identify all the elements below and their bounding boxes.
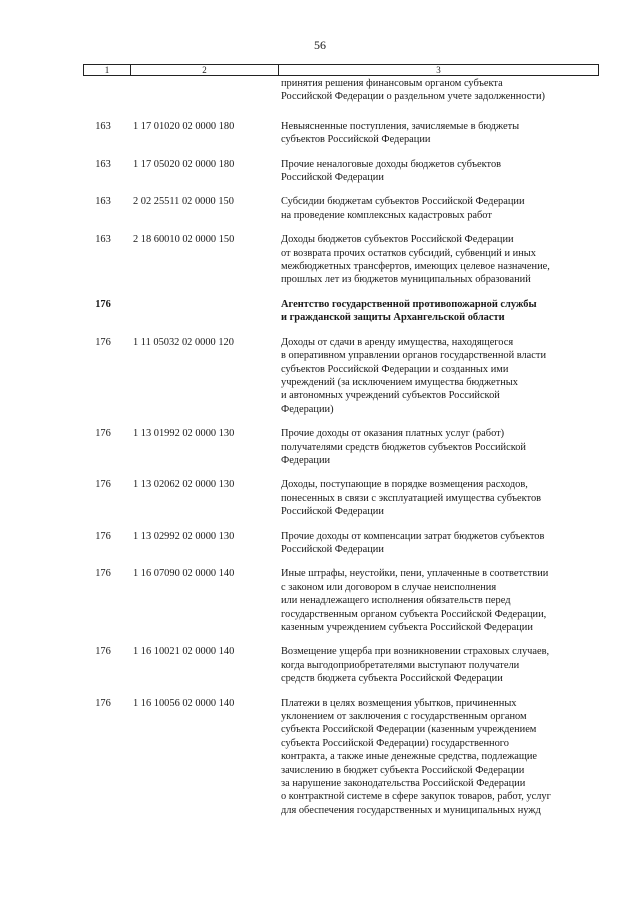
header-col-2: 2	[131, 65, 279, 75]
budget-classification-code: 1 13 01992 02 0000 130	[133, 428, 235, 440]
description-line: уклонением от заключения с государственным органом	[281, 711, 527, 723]
table-row	[0, 478, 640, 518]
admin-code: 176	[95, 646, 111, 658]
admin-code: 163	[95, 120, 111, 132]
description-line: средств бюджета субъекта Российской Федерации	[281, 673, 503, 685]
admin-code: 176	[95, 298, 111, 310]
description-line: учреждений (за исключением имущества бюджетных	[281, 376, 518, 388]
admin-code: 176	[95, 568, 111, 580]
admin-code: 176	[95, 530, 111, 542]
description-line: Доходы бюджетов субъектов Российской Федерации	[281, 234, 514, 246]
table-row	[0, 336, 640, 416]
admin-code: 176	[95, 336, 111, 348]
header-col-1: 1	[84, 65, 131, 75]
revenue-description	[281, 530, 601, 557]
revenue-description	[281, 298, 601, 325]
revenue-description	[281, 195, 601, 222]
table-body	[0, 77, 640, 817]
description-line: зачислению в бюджет субъекта Российской Федерации	[281, 764, 525, 776]
description-line: субъектов Российской Федерации и созданных ими	[281, 363, 509, 375]
revenue-description	[281, 120, 601, 147]
description-line: Федерации	[281, 454, 331, 466]
admin-code: 176	[95, 479, 111, 491]
budget-classification-code: 1 17 05020 02 0000 180	[133, 158, 235, 170]
description-line: за нарушение законодательства Российской Федерации	[281, 778, 526, 790]
description-line: Доходы от сдачи в аренду имущества, находящегося	[281, 336, 514, 348]
revenue-description	[281, 567, 601, 634]
description-line: Субсидии бюджетам субъектов Российской Федерации	[281, 196, 525, 208]
revenue-description	[281, 77, 601, 104]
description-line: когда выгодоприобретателями выступают получатели	[281, 659, 520, 671]
budget-classification-code: 1 16 07090 02 0000 140	[133, 568, 235, 580]
description-line: принятия решения финансовым органом субъекта	[281, 78, 503, 89]
admin-code: 163	[95, 196, 111, 208]
description-line: и гражданской защиты Архангельской области	[281, 312, 505, 324]
revenue-description	[281, 233, 601, 287]
table-header	[83, 64, 599, 76]
description-line: для обеспечения государственных и муниципальных нужд	[281, 804, 541, 816]
description-line: Российской Федерации	[281, 506, 384, 518]
budget-classification-code: 1 11 05032 02 0000 120	[133, 336, 234, 348]
table-row	[0, 77, 640, 104]
header-col-3: 3	[436, 65, 441, 75]
description-line: Прочие неналоговые доходы бюджетов субъектов	[281, 158, 502, 170]
budget-classification-code: 1 17 01020 02 0000 180	[133, 120, 235, 132]
description-line: Прочие доходы от оказания платных услуг (работ)	[281, 428, 505, 440]
description-line: государственным органом субъекта Российской Федерации,	[281, 608, 547, 620]
revenue-description	[281, 645, 601, 685]
description-line: контракта, а также иные денежные средства, подлежащие	[281, 751, 538, 763]
budget-classification-code: 2 02 25511 02 0000 150	[133, 196, 234, 208]
table-row	[0, 158, 640, 185]
revenue-description	[281, 427, 601, 467]
budget-classification-code: 1 16 10021 02 0000 140	[133, 646, 235, 658]
description-line: прошлых лет из бюджетов муниципальных образований	[281, 274, 531, 286]
description-line: казенным учреждением субъекта Российской Федерации	[281, 622, 533, 633]
table-row	[0, 195, 640, 222]
table-row	[0, 530, 640, 557]
revenue-description	[281, 158, 601, 185]
budget-classification-code: 1 13 02992 02 0000 130	[133, 530, 235, 542]
description-line: Российской Федерации	[281, 543, 384, 555]
revenue-description	[281, 336, 601, 416]
description-line: получателями средств бюджетов субъектов Российской	[281, 441, 526, 453]
description-line: Иные штрафы, неустойки, пени, уплаченные в соответствии	[281, 568, 549, 580]
description-line: субъекта Российской Федерации) государственного	[281, 737, 509, 749]
revenue-description	[281, 478, 601, 518]
section-heading-row	[0, 298, 640, 325]
description-line: Доходы, поступающие в порядке возмещения расходов,	[281, 479, 528, 491]
description-line: Невыясненные поступления, зачисляемые в бюджеты	[281, 120, 520, 132]
description-line: на проведение комплексных кадастровых работ	[281, 209, 492, 221]
description-line: в оперативном управлении органов государственной власти	[281, 350, 547, 362]
revenue-description	[281, 697, 601, 818]
table-row	[0, 427, 640, 467]
description-line: с законом или договором в случае неисполнения	[281, 581, 497, 593]
description-line: от возврата прочих остатков субсидий, субвенций и иных	[281, 247, 536, 259]
page-number: 56	[314, 38, 326, 52]
table-row	[0, 233, 640, 287]
description-line: Прочие доходы от компенсации затрат бюджетов субъектов	[281, 530, 545, 542]
admin-code: 176	[95, 697, 111, 709]
table-row	[0, 645, 640, 685]
description-line: Возмещение ущерба при возникновении страховых случаев,	[281, 646, 550, 658]
admin-code: 163	[95, 234, 111, 246]
description-line: Федерации)	[281, 403, 334, 415]
description-line: межбюджетных трансфертов, имеющих целевое назначение,	[281, 261, 550, 273]
admin-code: 163	[95, 158, 111, 170]
description-line: и автономных учреждений субъектов Российской	[281, 390, 500, 402]
admin-code: 176	[95, 428, 111, 440]
description-line: субъектов Российской Федерации	[281, 134, 431, 146]
description-line: Агентство государственной противопожарной службы	[281, 298, 537, 310]
description-line: Платежи в целях возмещения убытков, причиненных	[281, 697, 517, 709]
description-line: Российской Федерации	[281, 172, 384, 184]
budget-classification-code: 1 13 02062 02 0000 130	[133, 479, 235, 491]
description-line: понесенных в связи с эксплуатацией имущества субъектов	[281, 492, 542, 504]
description-line: или ненадлежащего исполнения обязательств перед	[281, 595, 511, 607]
description-line: о контрактной системе в сфере закупок товаров, работ, услуг	[281, 791, 551, 803]
table-row	[0, 120, 640, 147]
table-row	[0, 567, 640, 634]
description-line: субъекта Российской Федерации (казенным учреждением	[281, 724, 537, 736]
budget-classification-code: 1 16 10056 02 0000 140	[133, 697, 235, 709]
table-row	[0, 697, 640, 818]
budget-classification-code: 2 18 60010 02 0000 150	[133, 234, 235, 246]
description-line: Российской Федерации о раздельном учете задолженности)	[281, 91, 545, 103]
